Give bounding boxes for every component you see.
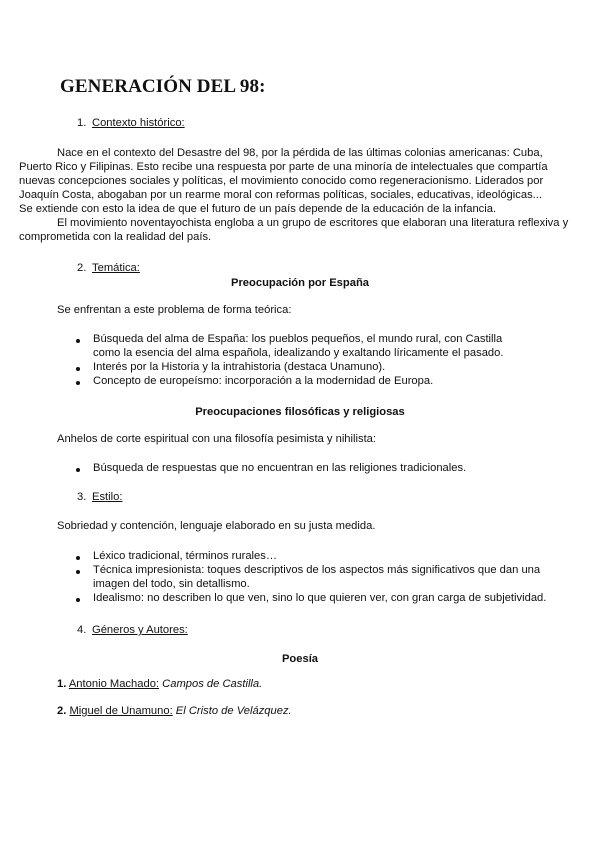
section-1-heading: Contexto histórico: bbox=[92, 117, 185, 129]
author-2-work: El Cristo de Velázquez. bbox=[175, 705, 292, 717]
bullet-dot bbox=[76, 367, 80, 371]
author-1-work: Campos de Castilla. bbox=[162, 678, 263, 690]
section-4-number: 4. bbox=[77, 624, 87, 636]
bullet-dot bbox=[76, 468, 80, 472]
contexto-line-3: nuevas concepciones sociales y políticas, el movimiento conocido como regeneracionismo. Liderados por bbox=[19, 175, 544, 187]
tematica-bullet-1: Búsqueda del alma de España: los pueblos pequeños, el mundo rural, con Castilla bbox=[93, 333, 503, 345]
tematica-bullet-4: Búsqueda de respuestas que no encuentran en las religiones tradicionales. bbox=[93, 462, 467, 474]
section-3-number: 3. bbox=[77, 491, 87, 503]
author-entry-2 bbox=[57, 705, 292, 719]
bullet-dot bbox=[76, 598, 80, 602]
author-2-number: 2. bbox=[57, 705, 67, 717]
section-2-heading: Temática: bbox=[92, 262, 140, 274]
estilo-bullet-2-cont: imagen del todo, sin detallismo. bbox=[93, 578, 250, 590]
contexto-line-6: El movimiento noventayochista engloba a un grupo de escritores que elaboran una literatura reflexiva y bbox=[57, 217, 569, 229]
contexto-line-7: comprometida con la realidad del país. bbox=[19, 231, 212, 243]
estilo-intro: Sobriedad y contención, lenguaje elaborado en su justa medida. bbox=[57, 520, 376, 532]
section-2-number: 2. bbox=[77, 262, 87, 274]
estilo-bullet-1: Léxico tradicional, términos rurales… bbox=[93, 550, 278, 562]
subheading-preocupacion-espana: Preocupación por España bbox=[230, 277, 369, 289]
tematica-intro-1: Se enfrentan a este problema de forma teórica: bbox=[57, 304, 292, 316]
tematica-bullet-2: Interés por la Historia y la intrahistoria (destaca Unamuno). bbox=[93, 361, 386, 373]
author-2-name: Miguel de Unamuno: bbox=[69, 705, 173, 717]
contexto-line-1: Nace en el contexto del Desastre del 98, por la pérdida de las últimas colonias americanas: Cuba, bbox=[57, 147, 543, 159]
bullet-dot bbox=[76, 339, 80, 343]
bullet-dot bbox=[76, 570, 80, 574]
contexto-line-4: Joaquín Costa, abogaban por un rearme moral con reformas políticas, sociales, educativas, ideológicas... bbox=[19, 189, 542, 201]
section-4-heading: Géneros y Autores: bbox=[92, 624, 188, 636]
bullet-dot bbox=[76, 556, 80, 560]
author-1-name: Antonio Machado: bbox=[68, 678, 160, 690]
page-title: GENERACIÓN DEL 98: bbox=[60, 76, 266, 97]
section-3-heading: Estilo: bbox=[92, 491, 123, 503]
tematica-bullet-3: Concepto de europeísmo: incorporación a la modernidad de Europa. bbox=[93, 375, 434, 387]
tematica-intro-2: Anhelos de corte espiritual con una filosofía pesimista y nihilista: bbox=[57, 433, 377, 445]
subheading-preocupaciones-filosoficas: Preocupaciones filosóficas y religiosas bbox=[195, 406, 405, 418]
estilo-bullet-2: Técnica impresionista: toques descriptivos de los aspectos más significativos que dan una bbox=[93, 564, 541, 576]
bullet-dot bbox=[76, 381, 80, 385]
estilo-bullet-3: Idealismo: no describen lo que ven, sino lo que quieren ver, con gran carga de subjetividad. bbox=[93, 592, 547, 604]
contexto-line-5: Se extiende con esto la idea de que el futuro de un país depende de la educación de la infancia. bbox=[19, 203, 497, 215]
contexto-line-2: Puerto Rico y Filipinas. Esto recibe una respuesta por parte de una minoría de intelectuales que compartía bbox=[19, 161, 548, 173]
subheading-poesia: Poesía bbox=[281, 653, 319, 665]
author-1-number: 1. bbox=[57, 678, 67, 690]
author-entry-1 bbox=[57, 678, 262, 692]
tematica-bullet-1-cont: como la esencia del alma española, idealizando y exaltando líricamente el pasado. bbox=[93, 347, 504, 359]
section-1-number: 1. bbox=[77, 117, 87, 129]
